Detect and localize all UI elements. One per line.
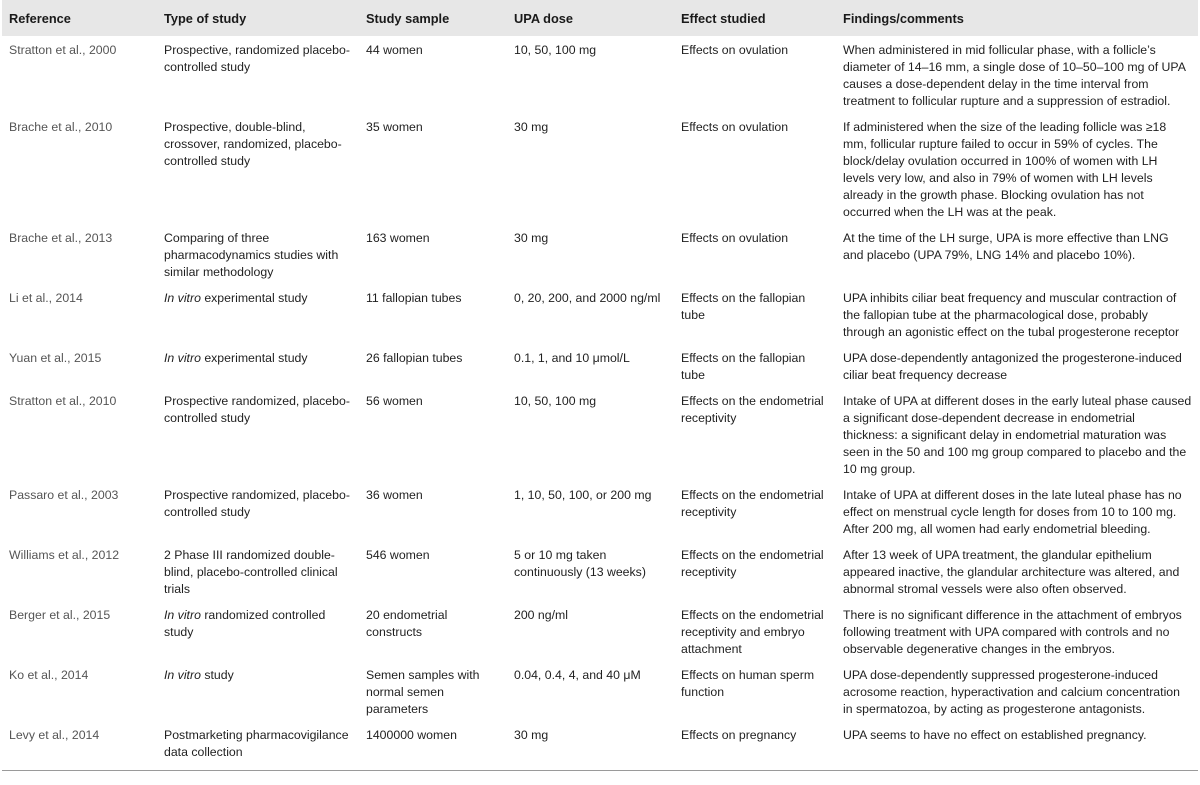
cell-type-prefix: In vitro	[164, 608, 201, 622]
cell-reference: Stratton et al., 2010	[9, 394, 117, 408]
cell-type	[157, 665, 359, 725]
cell-reference: Williams et al., 2012	[9, 548, 120, 562]
cell-dose: 1, 10, 50, 100, or 200 mg	[514, 488, 652, 502]
cell-findings: After 13 week of UPA treatment, the glandular epithelium appeared inactive, the glandular architecture was altered, and abnormal stromal vessels were also often observed.	[843, 548, 1180, 596]
cell-type	[157, 605, 359, 665]
header-effect-studied: Effect studied	[681, 10, 766, 26]
cell-reference: Brache et al., 2010	[9, 120, 113, 134]
cell-type	[157, 228, 359, 288]
cell-sample: 26 fallopian tubes	[366, 351, 463, 365]
cell-type	[157, 117, 359, 228]
cell-findings: UPA inhibits ciliar beat frequency and muscular contraction of the fallopian tube at the pharmacological dose, probably through an agonistic effect on the tubal progesterone receptor	[843, 291, 1180, 339]
cell-findings: UPA dose-dependently suppressed progesterone-induced acrosome reaction, hyperactivation and calcium concentration in spermatozoa, by acting as progesterone antagonists.	[843, 668, 1180, 716]
cell-effect: Effects on ovulation	[681, 120, 789, 134]
cell-dose: 10, 50, 100 mg	[514, 43, 597, 57]
cell-dose: 0.1, 1, and 10 μmol/L	[514, 351, 630, 365]
cell-sample: 44 women	[366, 43, 423, 57]
cell-dose: 5 or 10 mg taken continuously (13 weeks)	[514, 548, 646, 579]
cell-sample: 20 endometrial constructs	[366, 608, 448, 639]
cell-reference: Brache et al., 2013	[9, 231, 113, 245]
cell-effect: Effects on human sperm function	[681, 668, 815, 699]
cell-findings: There is no significant difference in the attachment of embryos following treatment with UPA compared with controls and no observable degenerative changes in the embryos.	[843, 608, 1182, 656]
cell-findings: If administered when the size of the leading follicle was ≥18 mm, follicular rupture failed to occur in 59% of cycles. The block/delay ovulation occurred in 100% of women with LH levels very low, and also in 79% of women with LH levels already in the growth phase. Blocking ovulation has not occurred when the LH was at the peak.	[843, 120, 1167, 219]
table-row	[2, 228, 1198, 288]
cell-sample: 11 fallopian tubes	[366, 291, 462, 305]
cell-findings: Intake of UPA at different doses in the early luteal phase caused a significant dose-dependent decrease in endometrial thickness: a significant delay in endometrial maturation was seen in the 50 and 100 mg group compared to placebo and the 10 mg group.	[843, 394, 1192, 476]
cell-findings: At the time of the LH surge, UPA is more effective than LNG and placebo (UPA 79%, LNG 14% and placebo 10%).	[843, 231, 1169, 262]
cell-type-text: Postmarketing pharmacovigilance data collection	[164, 728, 349, 759]
cell-sample: 546 women	[366, 548, 430, 562]
cell-dose: 0.04, 0.4, 4, and 40 μM	[514, 668, 641, 682]
cell-effect: Effects on the fallopian tube	[681, 351, 806, 382]
cell-findings: UPA seems to have no effect on established pregnancy.	[836, 725, 1198, 771]
header-study-sample: Study sample	[366, 10, 450, 26]
cell-reference: Berger et al., 2015	[9, 608, 111, 622]
cell-type	[157, 725, 359, 771]
cell-effect: Effects on the endometrial receptivity	[681, 394, 824, 425]
cell-type-text: study	[200, 668, 234, 682]
cell-type-text: Comparing of three pharmacodynamics studies with similar methodology	[164, 231, 339, 279]
cell-effect: Effects on ovulation	[681, 231, 789, 245]
table-row	[2, 665, 1198, 725]
table-row	[2, 36, 1198, 117]
cell-type-text: Prospective randomized, placebo-controlled study	[164, 488, 350, 519]
table-row	[2, 348, 1198, 391]
table-row	[2, 117, 1198, 228]
cell-effect: Effects on pregnancy	[674, 725, 836, 771]
cell-findings: Intake of UPA at different doses in the late luteal phase has no effect on menstrual cycle length for doses from 10 to 100 mg. After 200 mg, all women had early endometrial bleeding.	[843, 488, 1182, 536]
table-row	[2, 545, 1198, 605]
cell-reference: Li et al., 2014	[9, 291, 83, 305]
cell-type	[157, 545, 359, 605]
cell-dose: 30 mg	[514, 120, 549, 134]
cell-type	[157, 348, 359, 391]
cell-dose: 10, 50, 100 mg	[514, 394, 597, 408]
cell-type	[157, 485, 359, 545]
cell-effect: Effects on the endometrial receptivity	[681, 488, 824, 519]
cell-type-text: Prospective, double-blind, crossover, randomized, placebo-controlled study	[164, 120, 342, 168]
cell-reference: Yuan et al., 2015	[9, 351, 102, 365]
table-row	[2, 485, 1198, 545]
table-header-row	[2, 0, 1198, 36]
cell-type-text: randomized controlled study	[164, 608, 326, 639]
table-row	[2, 725, 1198, 771]
cell-dose: 30 mg	[514, 231, 549, 245]
cell-sample: 163 women	[366, 231, 430, 245]
cell-dose: 30 mg	[507, 725, 674, 771]
cell-reference: Stratton et al., 2000	[9, 43, 117, 57]
cell-type-text: 2 Phase III randomized double-blind, placebo-controlled clinical trials	[164, 548, 338, 596]
cell-sample: 36 women	[366, 488, 423, 502]
cell-dose: 0, 20, 200, and 2000 ng/ml	[514, 291, 661, 305]
cell-type-prefix: In vitro	[164, 351, 201, 365]
table-row	[2, 288, 1198, 348]
cell-sample: 1400000 women	[359, 725, 507, 771]
cell-sample: Semen samples with normal semen parameters	[366, 668, 480, 716]
cell-effect: Effects on ovulation	[681, 43, 789, 57]
header-type-of-study: Type of study	[164, 10, 247, 26]
cell-sample: 56 women	[366, 394, 423, 408]
cell-findings: When administered in mid follicular phase, with a follicle’s diameter of 14–16 mm, a single dose of 10–50–100 mg of UPA causes a dose-dependent delay in the time interval from treatment to follicular rupture and a suppression of estradiol.	[843, 43, 1186, 108]
cell-effect: Effects on the endometrial receptivity	[681, 548, 824, 579]
cell-type	[157, 288, 359, 348]
cell-type-prefix: In vitro	[164, 291, 201, 305]
cell-type-text: experimental study	[200, 291, 308, 305]
cell-dose: 200 ng/ml	[514, 608, 569, 622]
header-upa-dose: UPA dose	[514, 10, 574, 26]
table-row	[2, 391, 1198, 485]
header-findings: Findings/comments	[843, 10, 964, 26]
cell-reference: Passaro et al., 2003	[9, 488, 119, 502]
cell-type-text: Prospective randomized, placebo- controlled study	[164, 394, 350, 425]
table-row	[2, 605, 1198, 665]
cell-reference: Levy et al., 2014	[2, 725, 157, 771]
study-table	[2, 0, 1198, 771]
cell-findings: UPA dose-dependently antagonized the progesterone-induced ciliar beat frequency decrease	[843, 351, 1182, 382]
header-reference: Reference	[9, 10, 71, 26]
cell-effect: Effects on the fallopian tube	[681, 291, 806, 322]
cell-type-text: Prospective, randomized placebo- controlled study	[164, 43, 350, 74]
cell-effect: Effects on the endometrial receptivity and embryo attachment	[681, 608, 824, 656]
cell-reference: Ko et al., 2014	[9, 668, 89, 682]
cell-type-text: experimental study	[200, 351, 308, 365]
cell-type	[157, 36, 359, 117]
cell-type-prefix: In vitro	[164, 668, 201, 682]
cell-sample: 35 women	[366, 120, 423, 134]
cell-type	[157, 391, 359, 485]
